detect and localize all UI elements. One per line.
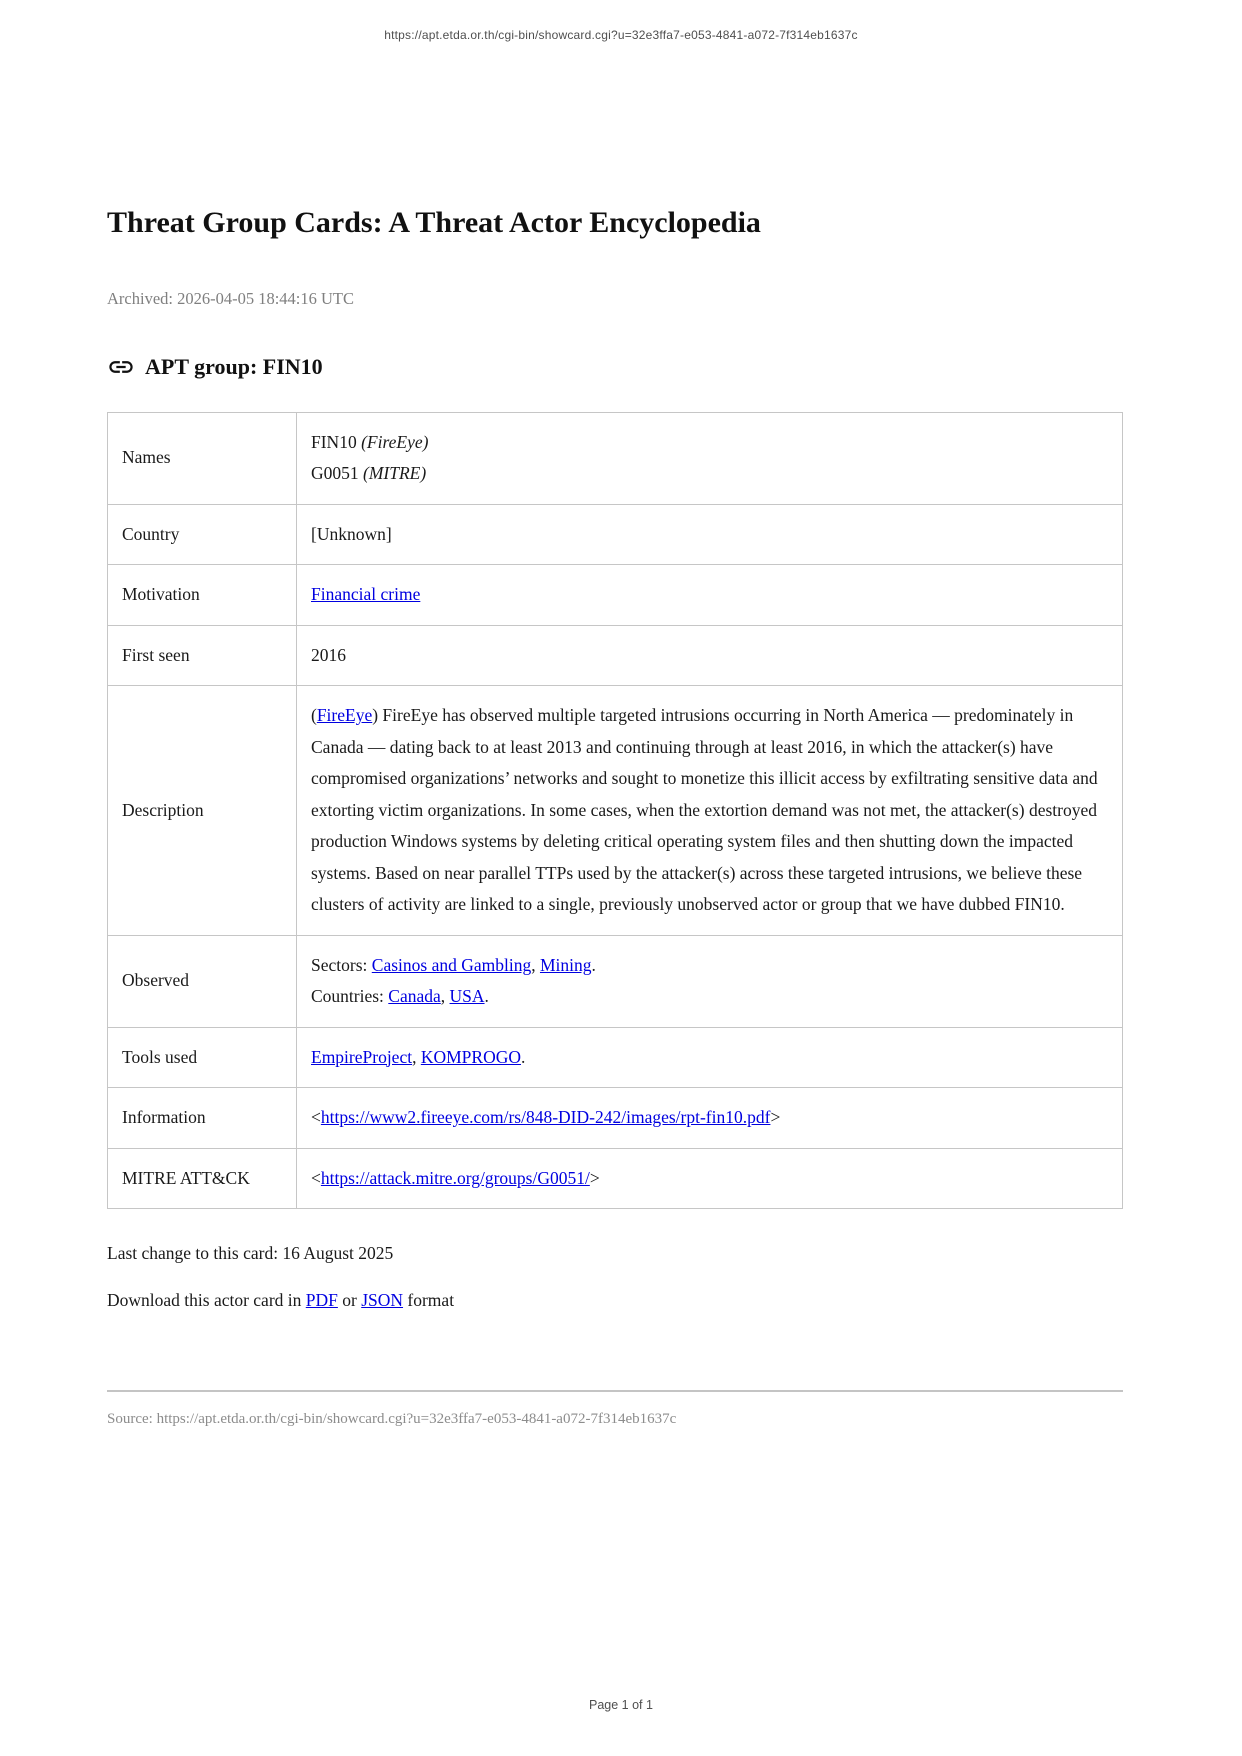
link-usa[interactable]: USA bbox=[449, 986, 485, 1006]
text-segment: ) FireEye has observed multiple targeted intrusions occurring in North America — predominately in Canada — dating back to at least 2013 and continuing through at least 2016, in which the attacker(s) have compromised organizations’ networks and sought to monetize this illicit access by exfiltrating sensitive data and extorting victim organizations. In some cases, when the extortion demand was not met, the attacker(s) destroyed production Windows systems by deleting critical operating system files and then shutting down the impacted systems. Based on near parallel TTPs used by the attacker(s) across these targeted intrusions, we believe these clusters of activity are linked to a single, previously unobserved actor or group that we have dubbed FIN10. bbox=[311, 705, 1098, 914]
text-segment: > bbox=[770, 1107, 781, 1127]
row-label-tools-used: Tools used bbox=[108, 1027, 297, 1088]
text-segment: < bbox=[311, 1167, 321, 1188]
text-segment: (FireEye) bbox=[361, 431, 429, 452]
page-content bbox=[107, 0, 1123, 1428]
text-segment: , bbox=[412, 1046, 421, 1067]
text-segment: [Unknown] bbox=[311, 523, 392, 544]
row-label-information: Information bbox=[108, 1088, 297, 1149]
text-segment: . bbox=[591, 954, 596, 975]
link-mining[interactable]: Mining bbox=[539, 954, 592, 975]
row-label-country: Country bbox=[108, 504, 297, 565]
text-segment: < bbox=[311, 1107, 321, 1127]
table-row-country bbox=[108, 504, 1123, 565]
archived-timestamp: Archived: 2026-04-05 18:44:16 UTC bbox=[107, 288, 355, 308]
row-value-first-seen bbox=[297, 625, 1123, 686]
link-empireproject[interactable]: EmpireProject bbox=[311, 1046, 413, 1067]
link-casinos-and-gambling[interactable]: Casinos and Gambling bbox=[371, 954, 532, 975]
text-segment: Countries: bbox=[311, 986, 389, 1006]
footer-divider bbox=[107, 1390, 1123, 1392]
source-line: Source: https://apt.etda.or.th/cgi-bin/showcard.cgi?u=32e3ffa7-e053-4841-a072-7f314eb1637c bbox=[107, 1410, 677, 1427]
link-https-www2-fireeye-com-rs-848-did-242-images-rpt[interactable]: https://www2.fireeye.com/rs/848-DID-242/images/rpt-fin10.pdf bbox=[320, 1107, 771, 1127]
table-row-first-seen bbox=[108, 625, 1123, 686]
text-segment: FIN10 bbox=[311, 431, 362, 452]
text-segment: 2016 bbox=[311, 644, 346, 665]
row-label-observed: Observed bbox=[108, 935, 297, 1027]
page-title: Threat Group Cards: A Threat Actor Encyclopedia bbox=[107, 206, 761, 239]
row-value-information bbox=[297, 1088, 1123, 1149]
link-canada[interactable]: Canada bbox=[388, 986, 441, 1006]
page-number: Page 1 of 1 bbox=[589, 1698, 653, 1712]
text-segment: or bbox=[337, 1290, 362, 1311]
text-segment: , bbox=[531, 954, 540, 975]
row-value-observed bbox=[297, 935, 1123, 1027]
link-fireeye[interactable]: FireEye bbox=[316, 705, 373, 725]
link-json[interactable]: JSON bbox=[361, 1290, 404, 1311]
table-row-motivation bbox=[108, 565, 1123, 626]
table-row-names bbox=[108, 412, 1123, 504]
text-segment: > bbox=[589, 1167, 600, 1188]
text-segment: . bbox=[484, 986, 489, 1006]
row-value-mitre-attack bbox=[297, 1148, 1123, 1209]
row-value-names bbox=[297, 412, 1123, 504]
text-segment: Last change to this card: 16 August 2025 bbox=[107, 1243, 394, 1263]
row-value-motivation bbox=[297, 565, 1123, 626]
actor-card-table bbox=[107, 412, 1123, 1210]
table-row-observed bbox=[108, 935, 1123, 1027]
text-segment: format bbox=[403, 1290, 455, 1311]
row-label-description: Description bbox=[108, 686, 297, 936]
chain-link-icon bbox=[107, 353, 135, 381]
link-https-attack-mitre-org-groups-g0051[interactable]: https://attack.mitre.org/groups/G0051/ bbox=[320, 1167, 590, 1188]
row-label-mitre-attack: MITRE ATT&CK bbox=[108, 1148, 297, 1209]
table-row-information bbox=[108, 1088, 1123, 1149]
table-row-tools-used bbox=[108, 1027, 1123, 1088]
table-row-description bbox=[108, 686, 1123, 936]
group-heading bbox=[107, 353, 1123, 381]
text-segment: , bbox=[440, 986, 450, 1006]
link-komprogo[interactable]: KOMPROGO bbox=[420, 1046, 521, 1067]
row-value-description bbox=[297, 686, 1123, 936]
text-segment: G0051 bbox=[311, 463, 364, 483]
row-label-names: Names bbox=[108, 412, 297, 504]
group-heading-text: APT group: FIN10 bbox=[145, 353, 323, 379]
row-label-first-seen: First seen bbox=[108, 625, 297, 686]
text-segment: (MITRE) bbox=[363, 463, 427, 483]
row-label-motivation: Motivation bbox=[108, 565, 297, 626]
print-header-url: https://apt.etda.or.th/cgi-bin/showcard.cgi?u=32e3ffa7-e053-4841-a072-7f314eb1637c bbox=[384, 28, 858, 42]
row-value-tools-used bbox=[297, 1027, 1123, 1088]
table-row-mitre-attack bbox=[108, 1148, 1123, 1209]
link-pdf[interactable]: PDF bbox=[305, 1290, 338, 1311]
download-line bbox=[107, 1287, 1123, 1313]
text-segment: . bbox=[520, 1046, 526, 1067]
text-segment: ( bbox=[311, 705, 317, 725]
text-segment: Download this actor card in bbox=[107, 1290, 306, 1311]
last-change-line bbox=[107, 1240, 1123, 1266]
row-value-country bbox=[297, 504, 1123, 565]
link-financial-crime[interactable]: Financial crime bbox=[311, 584, 421, 604]
text-segment: Sectors: bbox=[311, 954, 372, 975]
